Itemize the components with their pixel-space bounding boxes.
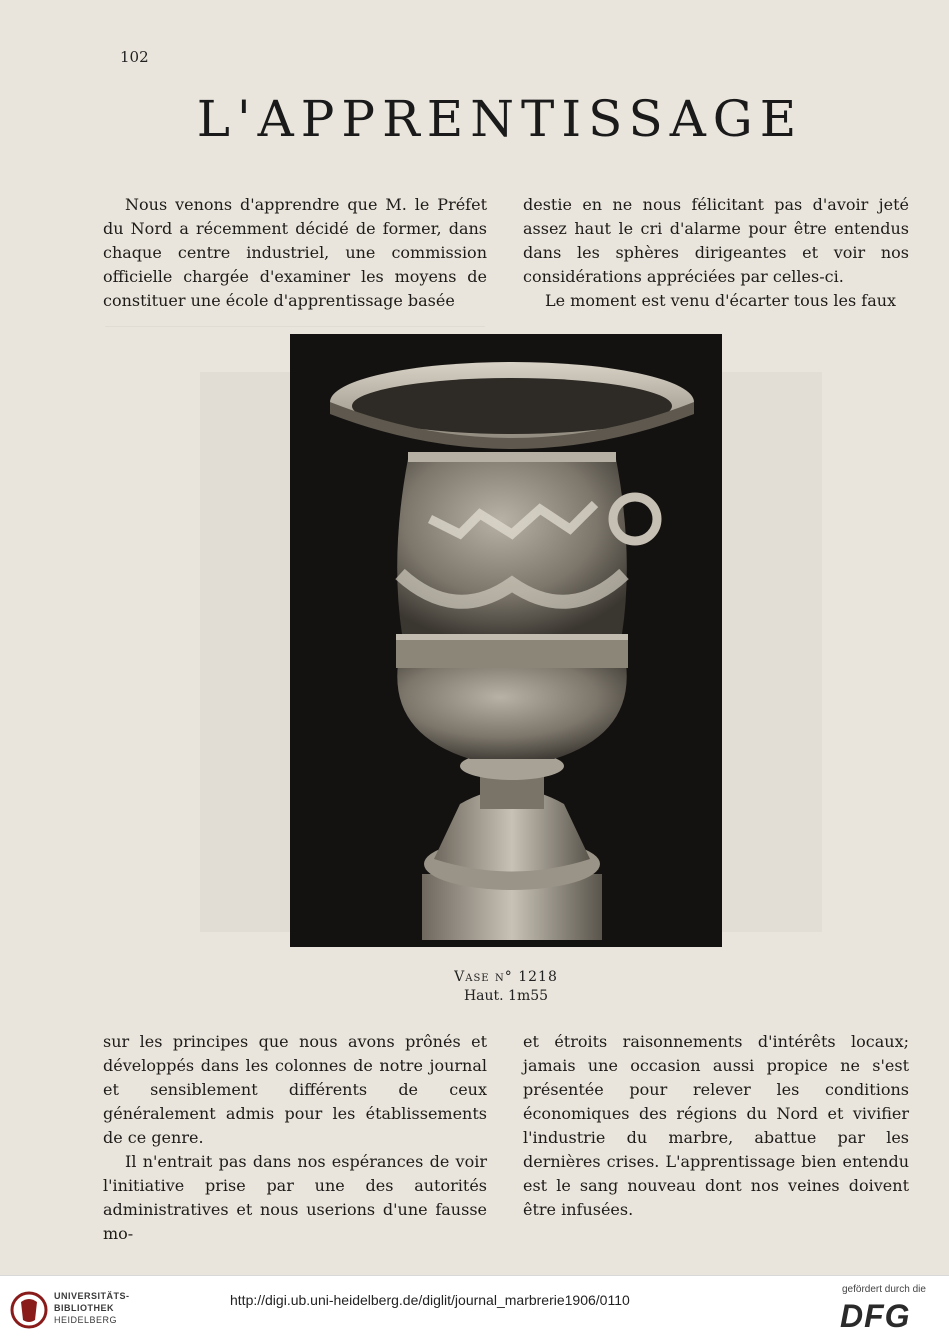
- funding-label: gefördert durch die: [842, 1284, 926, 1295]
- text-column-top-right: [523, 193, 909, 313]
- text-column-bottom-left: [103, 1030, 487, 1246]
- paragraph: et étroits raisonnements d'intérêts locaux; jamais une occasion aussi propice ne s'est présentée pour relever les conditions économiques des régions du Nord et vivifier l'industrie du marbre, abattue par les dernières crises. L'apprentissage bien entendu est le sang nouveau dont nos veines doivent être infusées.: [523, 1032, 909, 1219]
- paragraph: destie en ne nous félicitant pas d'avoir jeté assez haut le cri d'alarme pour être entendus dans les sphères dirigeantes et voir nos considérations appréciées par celles-ci.: [523, 195, 909, 286]
- paragraph: Nous venons d'apprendre que M. le Préfet du Nord a récemment décidé de former, dans chaque centre industriel, une commission officielle chargée d'examiner les moyens de constituer une école d'apprentissage basée: [103, 195, 487, 310]
- text-column-top-left: [103, 193, 487, 313]
- university-seal-icon: [10, 1290, 48, 1330]
- institution-line: BIBLIOTHEK: [54, 1303, 114, 1313]
- figure-caption: [300, 968, 712, 1006]
- viewer-footer: [0, 1275, 949, 1343]
- paragraph: sur les principes que nous avons prônés et développés dans les colonnes de notre journal et sensiblement différents de ceux généralement admis pour les établissements de ce genre.: [103, 1032, 487, 1147]
- paragraph: Le moment est venu d'écarter tous les faux: [545, 291, 897, 310]
- text-column-bottom-right: [523, 1030, 909, 1222]
- document-url-link[interactable]: http://digi.ub.uni-heidelberg.de/diglit/journal_marbrerie1906/0110: [230, 1292, 630, 1308]
- institution-name: [54, 1290, 130, 1326]
- institution-line: UNIVERSITÄTS-: [54, 1291, 130, 1301]
- page-number: 102: [120, 48, 149, 66]
- vase-photograph: [290, 334, 722, 947]
- caption-title: Vase n° 1218: [454, 969, 558, 985]
- bleed-through-shade: [200, 372, 290, 932]
- institution-line: HEIDELBERG: [54, 1315, 118, 1325]
- article-title: L'APPRENTISSAGE: [196, 90, 804, 148]
- caption-height: Haut. 1m55: [463, 988, 549, 1004]
- paragraph: Il n'entrait pas dans nos espérances de voir l'initiative prise par une des autorités administratives et nous userions d'une fausse mo-: [103, 1152, 487, 1243]
- bleed-through-shade: [722, 372, 822, 932]
- vase-illustration: [290, 334, 722, 947]
- dfg-logo: DFG: [840, 1298, 911, 1334]
